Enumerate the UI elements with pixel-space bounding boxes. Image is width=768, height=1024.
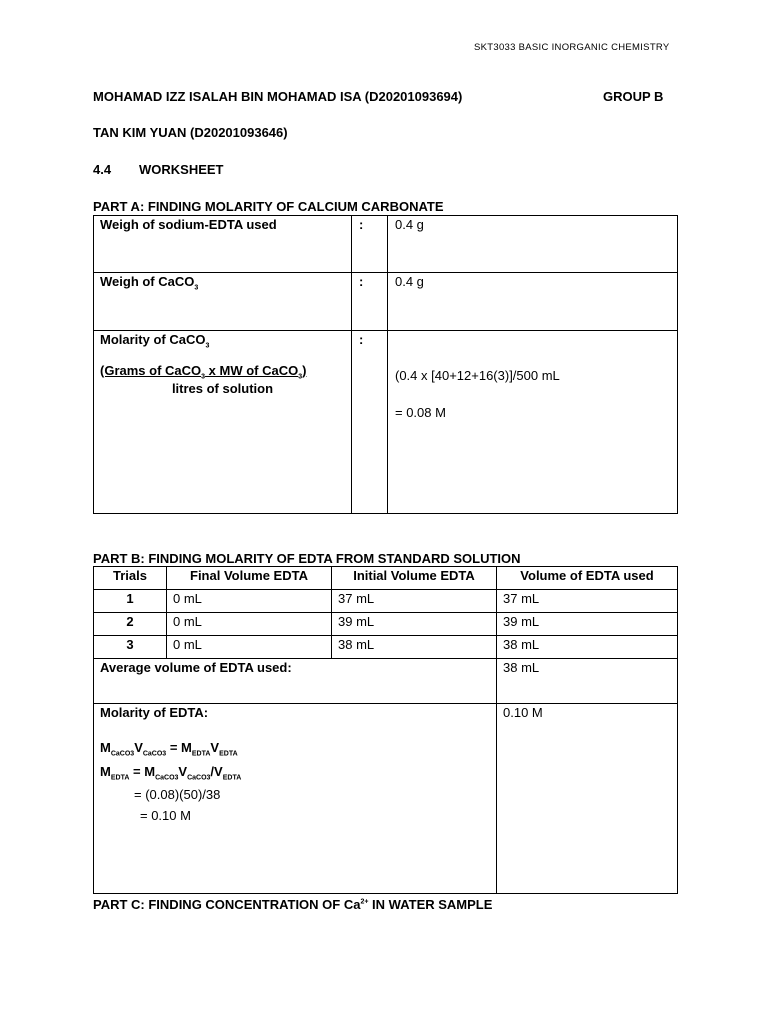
molarity-formula-denominator: litres of solution — [171, 381, 274, 397]
final-volume: 0 mL — [167, 636, 332, 659]
volume-used: 38 mL — [497, 636, 678, 659]
eq-symbol: M — [144, 763, 156, 779]
part-a-value: 0.4 g — [388, 273, 678, 331]
trial-number: 2 — [94, 613, 167, 636]
initial-volume: 37 mL — [332, 590, 497, 613]
subscript: EDTA — [110, 774, 130, 782]
volume-used: 37 mL — [497, 590, 678, 613]
eq-symbol: M — [181, 740, 192, 755]
label-text: Weigh of CaCO — [100, 274, 195, 289]
subscript: 3 — [205, 342, 210, 350]
part-a-value: 0.4 g — [388, 216, 678, 273]
superscript: 2+ — [360, 898, 369, 906]
formula-part: (Grams of CaCO — [100, 362, 202, 378]
subscript: CaCO3 — [187, 774, 211, 782]
calc-step-1: = (0.08)(50)/38 — [134, 787, 221, 803]
eq-symbol: = — [166, 740, 182, 755]
average-label: Average volume of EDTA used: — [94, 659, 497, 704]
subscript: 3 — [201, 373, 206, 381]
course-header: SKT3033 BASIC INORGANIC CHEMISTRY — [474, 42, 670, 53]
worksheet-number: 4.4 — [93, 162, 112, 177]
trial-number: 1 — [94, 590, 167, 613]
molarity-calc: (0.4 x [40+12+16(3)]/500 mL — [395, 368, 560, 383]
formula-part: ) — [302, 362, 307, 378]
part-c-title-text: IN WATER SAMPLE — [368, 897, 493, 912]
eq-symbol: V — [210, 740, 220, 755]
eq-symbol: V — [178, 763, 188, 779]
formula-part: x MW of CaCO — [205, 362, 299, 378]
average-value: 38 mL — [497, 659, 678, 704]
final-volume: 0 mL — [167, 590, 332, 613]
part-a-row-molarity — [94, 331, 678, 514]
molarity-edta-label: Molarity of EDTA: — [100, 705, 209, 720]
molarity-formula-numerator — [100, 363, 345, 381]
subscript: EDTA — [191, 750, 211, 758]
part-a-separator: : — [352, 216, 388, 273]
subscript: CaCO3 — [110, 750, 135, 758]
group-label: GROUP B — [603, 89, 664, 104]
table-row — [94, 590, 678, 613]
initial-volume: 38 mL — [332, 636, 497, 659]
subscript: 3 — [298, 373, 303, 381]
average-row — [94, 659, 678, 704]
table-row — [94, 613, 678, 636]
equation-1 — [100, 740, 490, 758]
calc-step-2: = 0.10 M — [140, 808, 191, 824]
part-a-separator: : — [352, 331, 388, 514]
col-header-used: Volume of EDTA used — [497, 567, 678, 590]
col-header-trials: Trials — [94, 567, 167, 590]
part-a-row-edta — [94, 216, 678, 273]
molarity-edta-cell — [94, 704, 497, 894]
eq-symbol: M — [100, 763, 111, 779]
molarity-edta-row — [94, 704, 678, 894]
molarity-edta-value: 0.10 M — [497, 704, 678, 894]
subscript: CaCO3 — [155, 774, 179, 782]
trial-number: 3 — [94, 636, 167, 659]
subscript: CaCO3 — [142, 750, 167, 758]
col-header-initial: Initial Volume EDTA — [332, 567, 497, 590]
part-b-header-row — [94, 567, 678, 590]
part-b-title: PART B: FINDING MOLARITY OF EDTA FROM STANDARD SOLUTION — [93, 551, 521, 566]
final-volume: 0 mL — [167, 613, 332, 636]
part-a-row-caco3 — [94, 273, 678, 331]
table-row — [94, 636, 678, 659]
student-2-name: TAN KIM YUAN (D20201093646) — [93, 125, 288, 140]
part-c-title-text: PART C: FINDING CONCENTRATION OF Ca — [93, 897, 361, 912]
part-a-label — [94, 331, 352, 514]
worksheet-title: WORKSHEET — [139, 162, 224, 177]
eq-symbol: = — [129, 763, 145, 779]
part-a-table — [93, 215, 678, 514]
subscript: 3 — [194, 284, 199, 292]
part-a-value — [388, 331, 678, 514]
subscript: EDTA — [219, 750, 238, 758]
eq-symbol: /V — [210, 763, 223, 779]
eq-symbol: M — [100, 740, 111, 755]
subscript: EDTA — [222, 774, 242, 782]
part-a-separator: : — [352, 273, 388, 331]
col-header-final: Final Volume EDTA — [167, 567, 332, 590]
volume-used: 39 mL — [497, 613, 678, 636]
molarity-label: Molarity of CaCO — [100, 332, 206, 347]
part-a-title: PART A: FINDING MOLARITY OF CALCIUM CARBONATE — [93, 199, 444, 214]
part-c-title — [93, 897, 492, 912]
molarity-result: = 0.08 M — [395, 405, 446, 420]
part-a-label — [94, 273, 352, 331]
eq-symbol: V — [134, 740, 143, 755]
initial-volume: 39 mL — [332, 613, 497, 636]
part-a-label: Weigh of sodium-EDTA used — [94, 216, 352, 273]
part-b-table — [93, 566, 678, 894]
equation-2 — [100, 764, 490, 782]
student-1-name: MOHAMAD IZZ ISALAH BIN MOHAMAD ISA (D20201093694) — [93, 89, 463, 104]
